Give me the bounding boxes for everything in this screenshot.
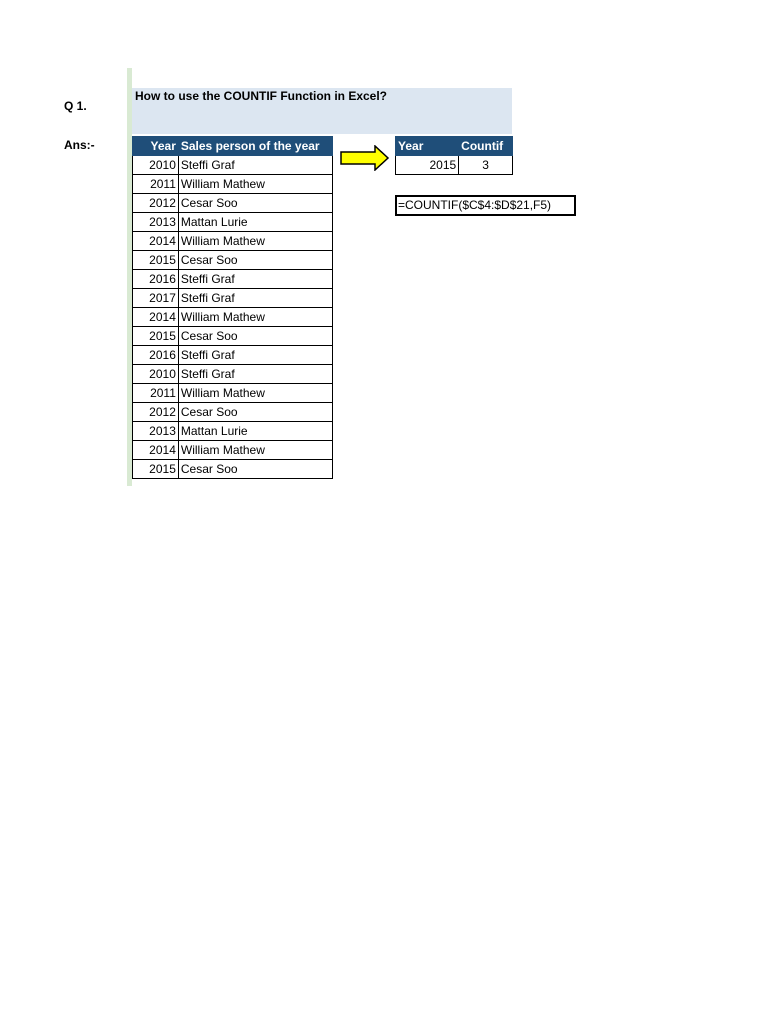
sales-table-header-row — [133, 137, 333, 156]
header-sales-person[interactable]: Sales person of the year — [178, 137, 332, 156]
year-cell[interactable]: 2012 — [133, 403, 179, 422]
sales-person-cell[interactable]: Steffi Graf — [178, 365, 332, 384]
sales-table — [132, 136, 333, 479]
question-text: How to use the COUNTIF Function in Excel? — [135, 89, 388, 103]
right-arrow-icon — [340, 145, 390, 171]
sales-person-cell[interactable]: Mattan Lurie — [178, 422, 332, 441]
sales-person-cell[interactable]: Cesar Soo — [178, 327, 332, 346]
year-cell[interactable]: 2016 — [133, 346, 179, 365]
year-cell[interactable]: 2014 — [133, 441, 179, 460]
result-table-header-row — [396, 137, 513, 156]
year-cell[interactable]: 2016 — [133, 270, 179, 289]
question-box — [132, 88, 512, 134]
sales-table-body — [133, 156, 333, 479]
year-cell[interactable]: 2014 — [133, 308, 179, 327]
year-cell[interactable]: 2011 — [133, 175, 179, 194]
question-number: Q 1. — [64, 99, 87, 113]
table-row — [133, 403, 333, 422]
table-row — [133, 422, 333, 441]
sales-person-cell[interactable]: William Mathew — [178, 232, 332, 251]
sales-person-cell[interactable]: William Mathew — [178, 175, 332, 194]
table-row — [133, 460, 333, 479]
table-row — [133, 213, 333, 232]
sales-person-cell[interactable]: Cesar Soo — [178, 251, 332, 270]
year-cell[interactable]: 2011 — [133, 384, 179, 403]
year-cell[interactable]: 2017 — [133, 289, 179, 308]
table-row — [133, 175, 333, 194]
year-cell[interactable]: 2015 — [133, 460, 179, 479]
table-row — [133, 289, 333, 308]
sales-person-cell[interactable]: Cesar Soo — [178, 460, 332, 479]
year-cell[interactable]: 2010 — [133, 365, 179, 384]
table-row — [133, 251, 333, 270]
formula-text-box[interactable]: =COUNTIF($C$4:$D$21,F5) — [395, 195, 576, 216]
result-row — [396, 156, 513, 175]
result-header-countif[interactable]: Countif — [459, 137, 513, 156]
table-row — [133, 308, 333, 327]
table-row — [133, 232, 333, 251]
result-year-cell[interactable]: 2015 — [396, 156, 459, 175]
sales-person-cell[interactable]: Steffi Graf — [178, 289, 332, 308]
year-cell[interactable]: 2010 — [133, 156, 179, 175]
year-cell[interactable]: 2013 — [133, 213, 179, 232]
year-cell[interactable]: 2015 — [133, 251, 179, 270]
sales-person-cell[interactable]: William Mathew — [178, 441, 332, 460]
table-row — [133, 441, 333, 460]
table-row — [133, 156, 333, 175]
sales-person-cell[interactable]: William Mathew — [178, 384, 332, 403]
sales-person-cell[interactable]: William Mathew — [178, 308, 332, 327]
year-cell[interactable]: 2013 — [133, 422, 179, 441]
year-cell[interactable]: 2012 — [133, 194, 179, 213]
year-cell[interactable]: 2015 — [133, 327, 179, 346]
table-row — [133, 327, 333, 346]
sales-person-cell[interactable]: Steffi Graf — [178, 270, 332, 289]
header-year[interactable]: Year — [133, 137, 179, 156]
sales-person-cell[interactable]: Mattan Lurie — [178, 213, 332, 232]
sales-person-cell[interactable]: Cesar Soo — [178, 403, 332, 422]
result-count-cell[interactable]: 3 — [459, 156, 513, 175]
result-header-year[interactable]: Year — [396, 137, 459, 156]
table-row — [133, 384, 333, 403]
sales-person-cell[interactable]: Steffi Graf — [178, 346, 332, 365]
sales-person-cell[interactable]: Cesar Soo — [178, 194, 332, 213]
year-cell[interactable]: 2014 — [133, 232, 179, 251]
table-row — [133, 194, 333, 213]
answer-label: Ans:- — [64, 138, 95, 152]
table-row — [133, 346, 333, 365]
table-row — [133, 270, 333, 289]
sales-person-cell[interactable]: Steffi Graf — [178, 156, 332, 175]
countif-result-table — [395, 136, 513, 175]
table-row — [133, 365, 333, 384]
